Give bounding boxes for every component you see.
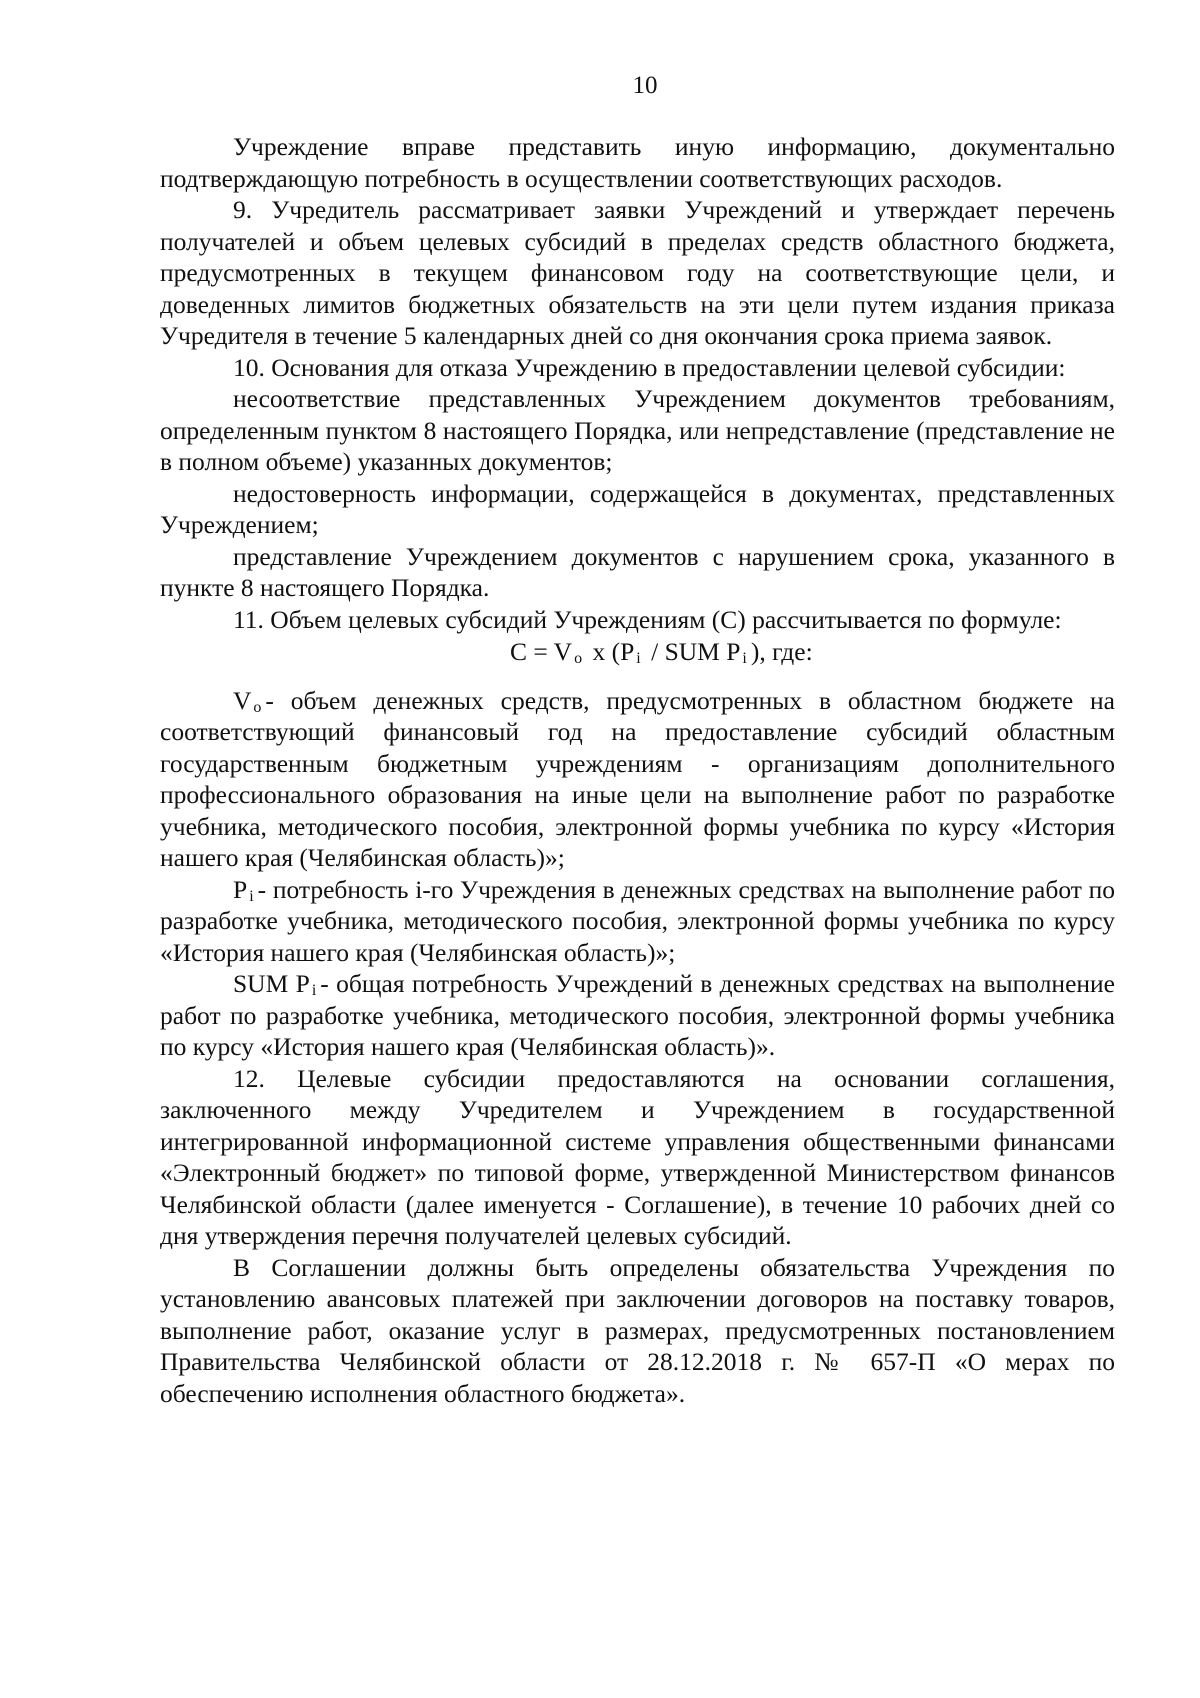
- paragraph-agreement-obligations: В Соглашении должны быть определены обязательства Учреждения по установлению авансовых платежей при заключении договоров на поставку товаров, выполнение работ, оказание услуг в размерах, предусмотренных постановлением Правительства Челябинской области от 28.12.2018 г. № 657-П «О мерах по обеспечению исполнения областного бюджета».: [160, 1252, 1115, 1408]
- definition-vo-text: - объем денежных средств, предусмотренных в областном бюджете на соответствующий финансовый год на предоставление субсидий областным государственным бюджетным учреждениям - организациям дополнительного профессионального образования на иные цели на выполнение работ по разработке учебника, методического пособия, электронной формы учебника по курсу «История нашего края (Челябинская область)»;: [160, 685, 1115, 872]
- formula-p-subscript: i: [636, 650, 641, 667]
- page-number: 10: [632, 72, 658, 99]
- paragraph-other-info: Учреждение вправе представить иную информацию, документально подтверждающую потребность в осуществлении соответствующих расходов.: [160, 132, 1115, 193]
- formula-mid2: / SUM P: [644, 637, 741, 666]
- pi-symbol: P $_i$: [233, 874, 254, 905]
- sum-pi-symbol: SUM P $_i$: [233, 969, 317, 999]
- subsidy-formula: [160, 636, 1115, 668]
- definition-sum-pi: [160, 968, 1115, 1063]
- refusal-ground-late-submission: представление Учреждением документов с нарушением срока, указанного в пункте 8 настоящего Порядка.: [160, 541, 1115, 602]
- formula-tail: ), где:: [750, 637, 813, 666]
- definition-pi-text: - потребность i-го Учреждения в денежных средствах на выполнение работ по разработке учебника, методического пособия, электронной формы учебника по курсу «История нашего края (Челябинская область)»;: [160, 874, 1115, 967]
- formula-sum-subscript: i: [742, 650, 747, 667]
- formula-mid1: x (P: [586, 637, 635, 666]
- paragraph-9-founder-review: 9. Учредитель рассматривает заявки Учреждений и утверждает перечень получателей и объем целевых субсидий в пределах средств областного бюджета, предусмотренных в текущем финансовом году на соответствующие цели, и доведенных лимитов бюджетных обязательств на эти цели путем издания приказа Учредителя в течение 5 календарных дней со дня окончания срока приема заявок.: [160, 195, 1115, 350]
- refusal-ground-noncompliance: несоответствие представленных Учреждением документов требованиям, определенным пунктом 8 настоящего Порядка, или непредставление (представление не в полном объеме) указанных документов;: [160, 384, 1115, 476]
- paragraph-10-refusal-grounds: 10. Основания для отказа Учреждению в предоставлении целевой субсидии:: [233, 352, 1066, 382]
- paragraph-12-agreement: 12. Целевые субсидии предоставляются на основании соглашения, заключенного между Учредителем и Учреждением в государственной интегрированной информационной системе управления общественными финансами «Электронный бюджет» по типовой форме, утвержденной Министерством финансов Челябинской области (далее именуется - Соглашение), в течение 10 рабочих дней со дня утверждения перечня получателей целевых субсидий.: [160, 1063, 1115, 1250]
- document-body: [160, 131, 1115, 1409]
- definition-vo: [160, 685, 1115, 874]
- formula-lhs: C = V: [510, 637, 573, 666]
- definition-sum-pi-text: - общая потребность Учреждений в денежных средствах на выполнение работ по разработке учебника, методического пособия, электронной формы учебника по курсу «История нашего края (Челябинская область)».: [160, 969, 1115, 1061]
- formula-v-subscript: o: [574, 650, 583, 667]
- definition-pi: [160, 874, 1115, 969]
- refusal-ground-unreliable-info: недостоверность информации, содержащейся в документах, представленных Учреждением;: [160, 478, 1115, 539]
- paragraph-11-subsidy-volume: 11. Объем целевых субсидий Учреждениям (С) рассчитывается по формуле:: [233, 604, 1062, 634]
- vo-symbol: V $_o$: [233, 685, 262, 716]
